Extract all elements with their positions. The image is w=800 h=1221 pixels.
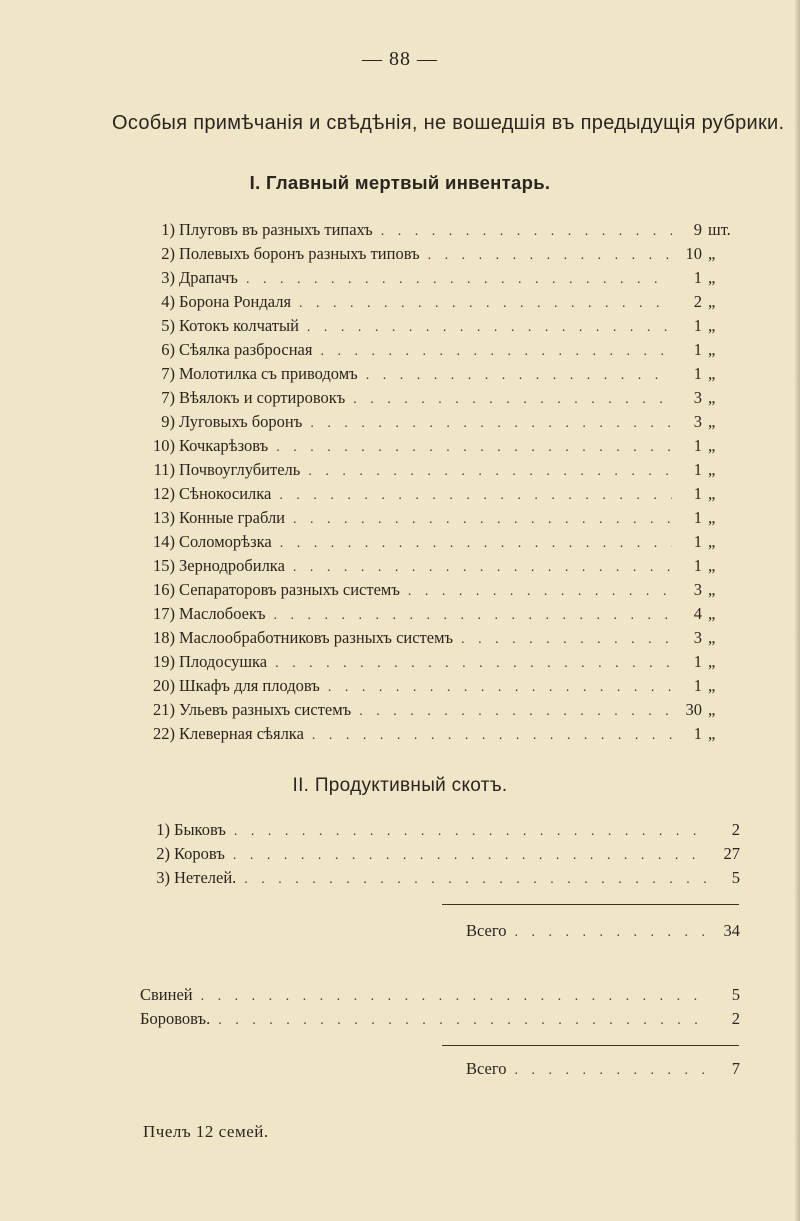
list-item bbox=[120, 626, 740, 650]
list-item bbox=[120, 602, 740, 626]
list-item bbox=[120, 674, 740, 698]
list-item bbox=[120, 434, 740, 458]
leader-dots bbox=[308, 460, 672, 484]
item-number: 15) bbox=[153, 556, 175, 575]
item-unit: „ bbox=[708, 292, 716, 311]
item-number: 16) bbox=[153, 580, 175, 599]
item-number: 7) bbox=[161, 364, 175, 383]
item-value: 5 bbox=[731, 985, 740, 1004]
item-label: Быковъ bbox=[174, 820, 226, 839]
item-value: 2 bbox=[731, 820, 740, 839]
item-unit: „ bbox=[708, 244, 716, 263]
item-number: 19) bbox=[153, 652, 175, 671]
cattle-list bbox=[140, 818, 740, 890]
item-label: Клеверная сѣялка bbox=[179, 724, 304, 743]
item-unit: „ bbox=[708, 268, 716, 287]
item-unit: „ bbox=[708, 676, 716, 695]
item-unit: „ bbox=[708, 724, 716, 743]
leader-dots bbox=[274, 604, 672, 628]
item-label: Коровъ bbox=[174, 844, 225, 863]
leader-dots bbox=[328, 676, 672, 700]
item-value: 3 bbox=[693, 388, 702, 407]
list-item bbox=[120, 650, 740, 674]
leader-dots bbox=[276, 436, 672, 460]
leader-dots bbox=[233, 844, 710, 868]
item-unit: „ bbox=[708, 364, 716, 383]
list-item bbox=[120, 386, 740, 410]
item-number: 2) bbox=[161, 244, 175, 263]
item-label: Нетелей. bbox=[174, 868, 237, 887]
leader-dots bbox=[408, 580, 672, 604]
section-heading-livestock: II. Продуктивный скотъ. bbox=[292, 775, 508, 796]
item-label: Сепараторовъ разныхъ системъ bbox=[179, 580, 400, 599]
item-number: 22) bbox=[153, 724, 175, 743]
item-label: Свиней bbox=[140, 985, 193, 1004]
item-value: 1 bbox=[693, 532, 702, 551]
divider-rule bbox=[442, 904, 739, 905]
item-number: 17) bbox=[153, 604, 175, 623]
item-label: Котокъ колчатый bbox=[179, 316, 299, 335]
list-item bbox=[120, 290, 740, 314]
item-value: 27 bbox=[723, 844, 740, 863]
item-unit: „ bbox=[708, 700, 716, 719]
item-number: 4) bbox=[161, 292, 175, 311]
divider-rule bbox=[442, 1045, 739, 1046]
list-item bbox=[120, 314, 740, 338]
item-number: 13) bbox=[153, 508, 175, 527]
item-unit: „ bbox=[708, 412, 716, 431]
item-unit: „ bbox=[708, 604, 716, 623]
leader-dots bbox=[366, 364, 672, 388]
list-item bbox=[140, 818, 740, 842]
item-label: Молотилка съ приводомъ bbox=[179, 364, 358, 383]
item-label: Борововъ. bbox=[140, 1009, 211, 1028]
item-value: 3 bbox=[693, 580, 702, 599]
item-label: Сѣялка разбросная bbox=[179, 340, 313, 359]
item-value: 2 bbox=[693, 292, 702, 311]
leader-dots bbox=[307, 316, 672, 340]
list-item bbox=[120, 722, 740, 746]
leader-dots bbox=[514, 1063, 710, 1079]
leader-dots bbox=[320, 340, 672, 364]
total-value: 34 bbox=[723, 921, 740, 940]
leader-dots bbox=[461, 628, 672, 652]
item-label: Луговыхъ боронъ bbox=[179, 412, 303, 431]
item-label: Плуговъ въ разныхъ типахъ bbox=[179, 220, 373, 239]
leader-dots bbox=[514, 925, 710, 941]
total-value: 7 bbox=[731, 1059, 740, 1078]
item-unit: „ bbox=[708, 460, 716, 479]
item-label: Сѣнокосилка bbox=[179, 484, 272, 503]
leader-dots bbox=[244, 868, 710, 892]
list-item bbox=[120, 698, 740, 722]
item-value: 1 bbox=[693, 316, 702, 335]
item-unit: „ bbox=[708, 484, 716, 503]
item-unit: „ bbox=[708, 532, 716, 551]
leader-dots bbox=[312, 724, 672, 748]
item-value: 9 bbox=[693, 220, 702, 239]
item-number: 2) bbox=[156, 844, 170, 863]
list-item bbox=[120, 410, 740, 434]
item-number: 10) bbox=[153, 436, 175, 455]
list-item bbox=[120, 554, 740, 578]
section-heading-inventory: I. Главный мертвый инвентарь. bbox=[249, 172, 551, 193]
inventory-list bbox=[120, 218, 740, 746]
cattle-total-row bbox=[466, 921, 740, 941]
item-unit: „ bbox=[708, 340, 716, 359]
page-title: Особыя примѣчанія и свѣдѣнія, не вошедшія въ предыдущія рубрики. bbox=[112, 112, 785, 134]
item-number: 1) bbox=[156, 820, 170, 839]
leader-dots bbox=[279, 484, 672, 508]
item-value: 1 bbox=[693, 652, 702, 671]
item-number: 1) bbox=[161, 220, 175, 239]
item-value: 5 bbox=[731, 868, 740, 887]
item-value: 3 bbox=[693, 628, 702, 647]
leader-dots bbox=[353, 388, 672, 412]
item-number: 5) bbox=[161, 316, 175, 335]
item-unit: „ bbox=[708, 316, 716, 335]
item-unit: „ bbox=[708, 628, 716, 647]
leader-dots bbox=[293, 556, 672, 580]
item-number: 11) bbox=[153, 460, 175, 479]
leader-dots bbox=[310, 412, 672, 436]
list-item bbox=[120, 530, 740, 554]
item-unit: шт. bbox=[708, 220, 731, 239]
item-label: Маслообработниковъ разныхъ системъ bbox=[179, 628, 454, 647]
item-number: 9) bbox=[161, 412, 175, 431]
item-number: 14) bbox=[153, 532, 175, 551]
item-value: 30 bbox=[685, 700, 702, 719]
item-number: 18) bbox=[153, 628, 175, 647]
item-value: 1 bbox=[693, 268, 702, 287]
leader-dots bbox=[359, 700, 672, 724]
leader-dots bbox=[299, 292, 672, 316]
item-value: 1 bbox=[693, 460, 702, 479]
item-label: Ульевъ разныхъ системъ bbox=[179, 700, 352, 719]
item-number: 20) bbox=[153, 676, 175, 695]
leader-dots bbox=[275, 652, 672, 676]
list-item bbox=[120, 506, 740, 530]
list-item bbox=[140, 1007, 740, 1031]
item-label: Драпачъ bbox=[179, 268, 238, 287]
item-value: 1 bbox=[693, 484, 702, 503]
item-label: Конные грабли bbox=[179, 508, 286, 527]
item-label: Маслобоекъ bbox=[179, 604, 266, 623]
item-value: 10 bbox=[685, 244, 702, 263]
list-item bbox=[120, 338, 740, 362]
item-label: Борона Рондаля bbox=[179, 292, 292, 311]
leader-dots bbox=[201, 985, 710, 1009]
item-label: Вѣялокъ и сортировокъ bbox=[179, 388, 346, 407]
pigs-list bbox=[140, 983, 740, 1031]
list-item bbox=[140, 866, 740, 890]
list-item bbox=[140, 842, 740, 866]
leader-dots bbox=[293, 508, 672, 532]
item-value: 1 bbox=[693, 676, 702, 695]
item-value: 1 bbox=[693, 436, 702, 455]
item-unit: „ bbox=[708, 652, 716, 671]
item-value: 2 bbox=[731, 1009, 740, 1028]
item-value: 1 bbox=[693, 364, 702, 383]
item-number: 3) bbox=[161, 268, 175, 287]
item-label: Плодосушка bbox=[179, 652, 268, 671]
item-unit: „ bbox=[708, 388, 716, 407]
item-number: 21) bbox=[153, 700, 175, 719]
total-label: Всего bbox=[466, 921, 507, 940]
item-number: 7) bbox=[161, 388, 175, 407]
item-number: 12) bbox=[153, 484, 175, 503]
item-number: 3) bbox=[156, 868, 170, 887]
page-number: — 88 — bbox=[362, 48, 438, 70]
item-label: Почвоуглубитель bbox=[179, 460, 301, 479]
total-label: Всего bbox=[466, 1059, 507, 1078]
list-item bbox=[120, 362, 740, 386]
item-unit: „ bbox=[708, 436, 716, 455]
item-unit: „ bbox=[708, 508, 716, 527]
item-unit: „ bbox=[708, 580, 716, 599]
item-number: 6) bbox=[161, 340, 175, 359]
leader-dots bbox=[280, 532, 672, 556]
list-item bbox=[120, 482, 740, 506]
footer-note: Пчелъ 12 семей. bbox=[143, 1122, 269, 1141]
page-edge-shadow bbox=[794, 0, 800, 1221]
list-item bbox=[120, 242, 740, 266]
item-value: 3 bbox=[693, 412, 702, 431]
item-value: 1 bbox=[693, 724, 702, 743]
pigs-total-row bbox=[466, 1059, 740, 1079]
item-label: Соломорѣзка bbox=[179, 532, 272, 551]
item-value: 4 bbox=[693, 604, 702, 623]
item-value: 1 bbox=[693, 508, 702, 527]
item-label: Зернодробилка bbox=[179, 556, 285, 575]
item-value: 1 bbox=[693, 340, 702, 359]
leader-dots bbox=[246, 268, 672, 292]
leader-dots bbox=[218, 1009, 710, 1033]
list-item bbox=[140, 983, 740, 1007]
list-item bbox=[120, 266, 740, 290]
list-item bbox=[120, 578, 740, 602]
item-unit: „ bbox=[708, 556, 716, 575]
leader-dots bbox=[234, 820, 710, 844]
list-item bbox=[120, 458, 740, 482]
list-item bbox=[120, 218, 740, 242]
leader-dots bbox=[381, 220, 672, 244]
item-label: Полевыхъ боронъ разныхъ типовъ bbox=[179, 244, 420, 263]
item-label: Кочкарѣзовъ bbox=[179, 436, 269, 455]
leader-dots bbox=[428, 244, 672, 268]
item-label: Шкафъ для плодовъ bbox=[179, 676, 320, 695]
item-value: 1 bbox=[693, 556, 702, 575]
